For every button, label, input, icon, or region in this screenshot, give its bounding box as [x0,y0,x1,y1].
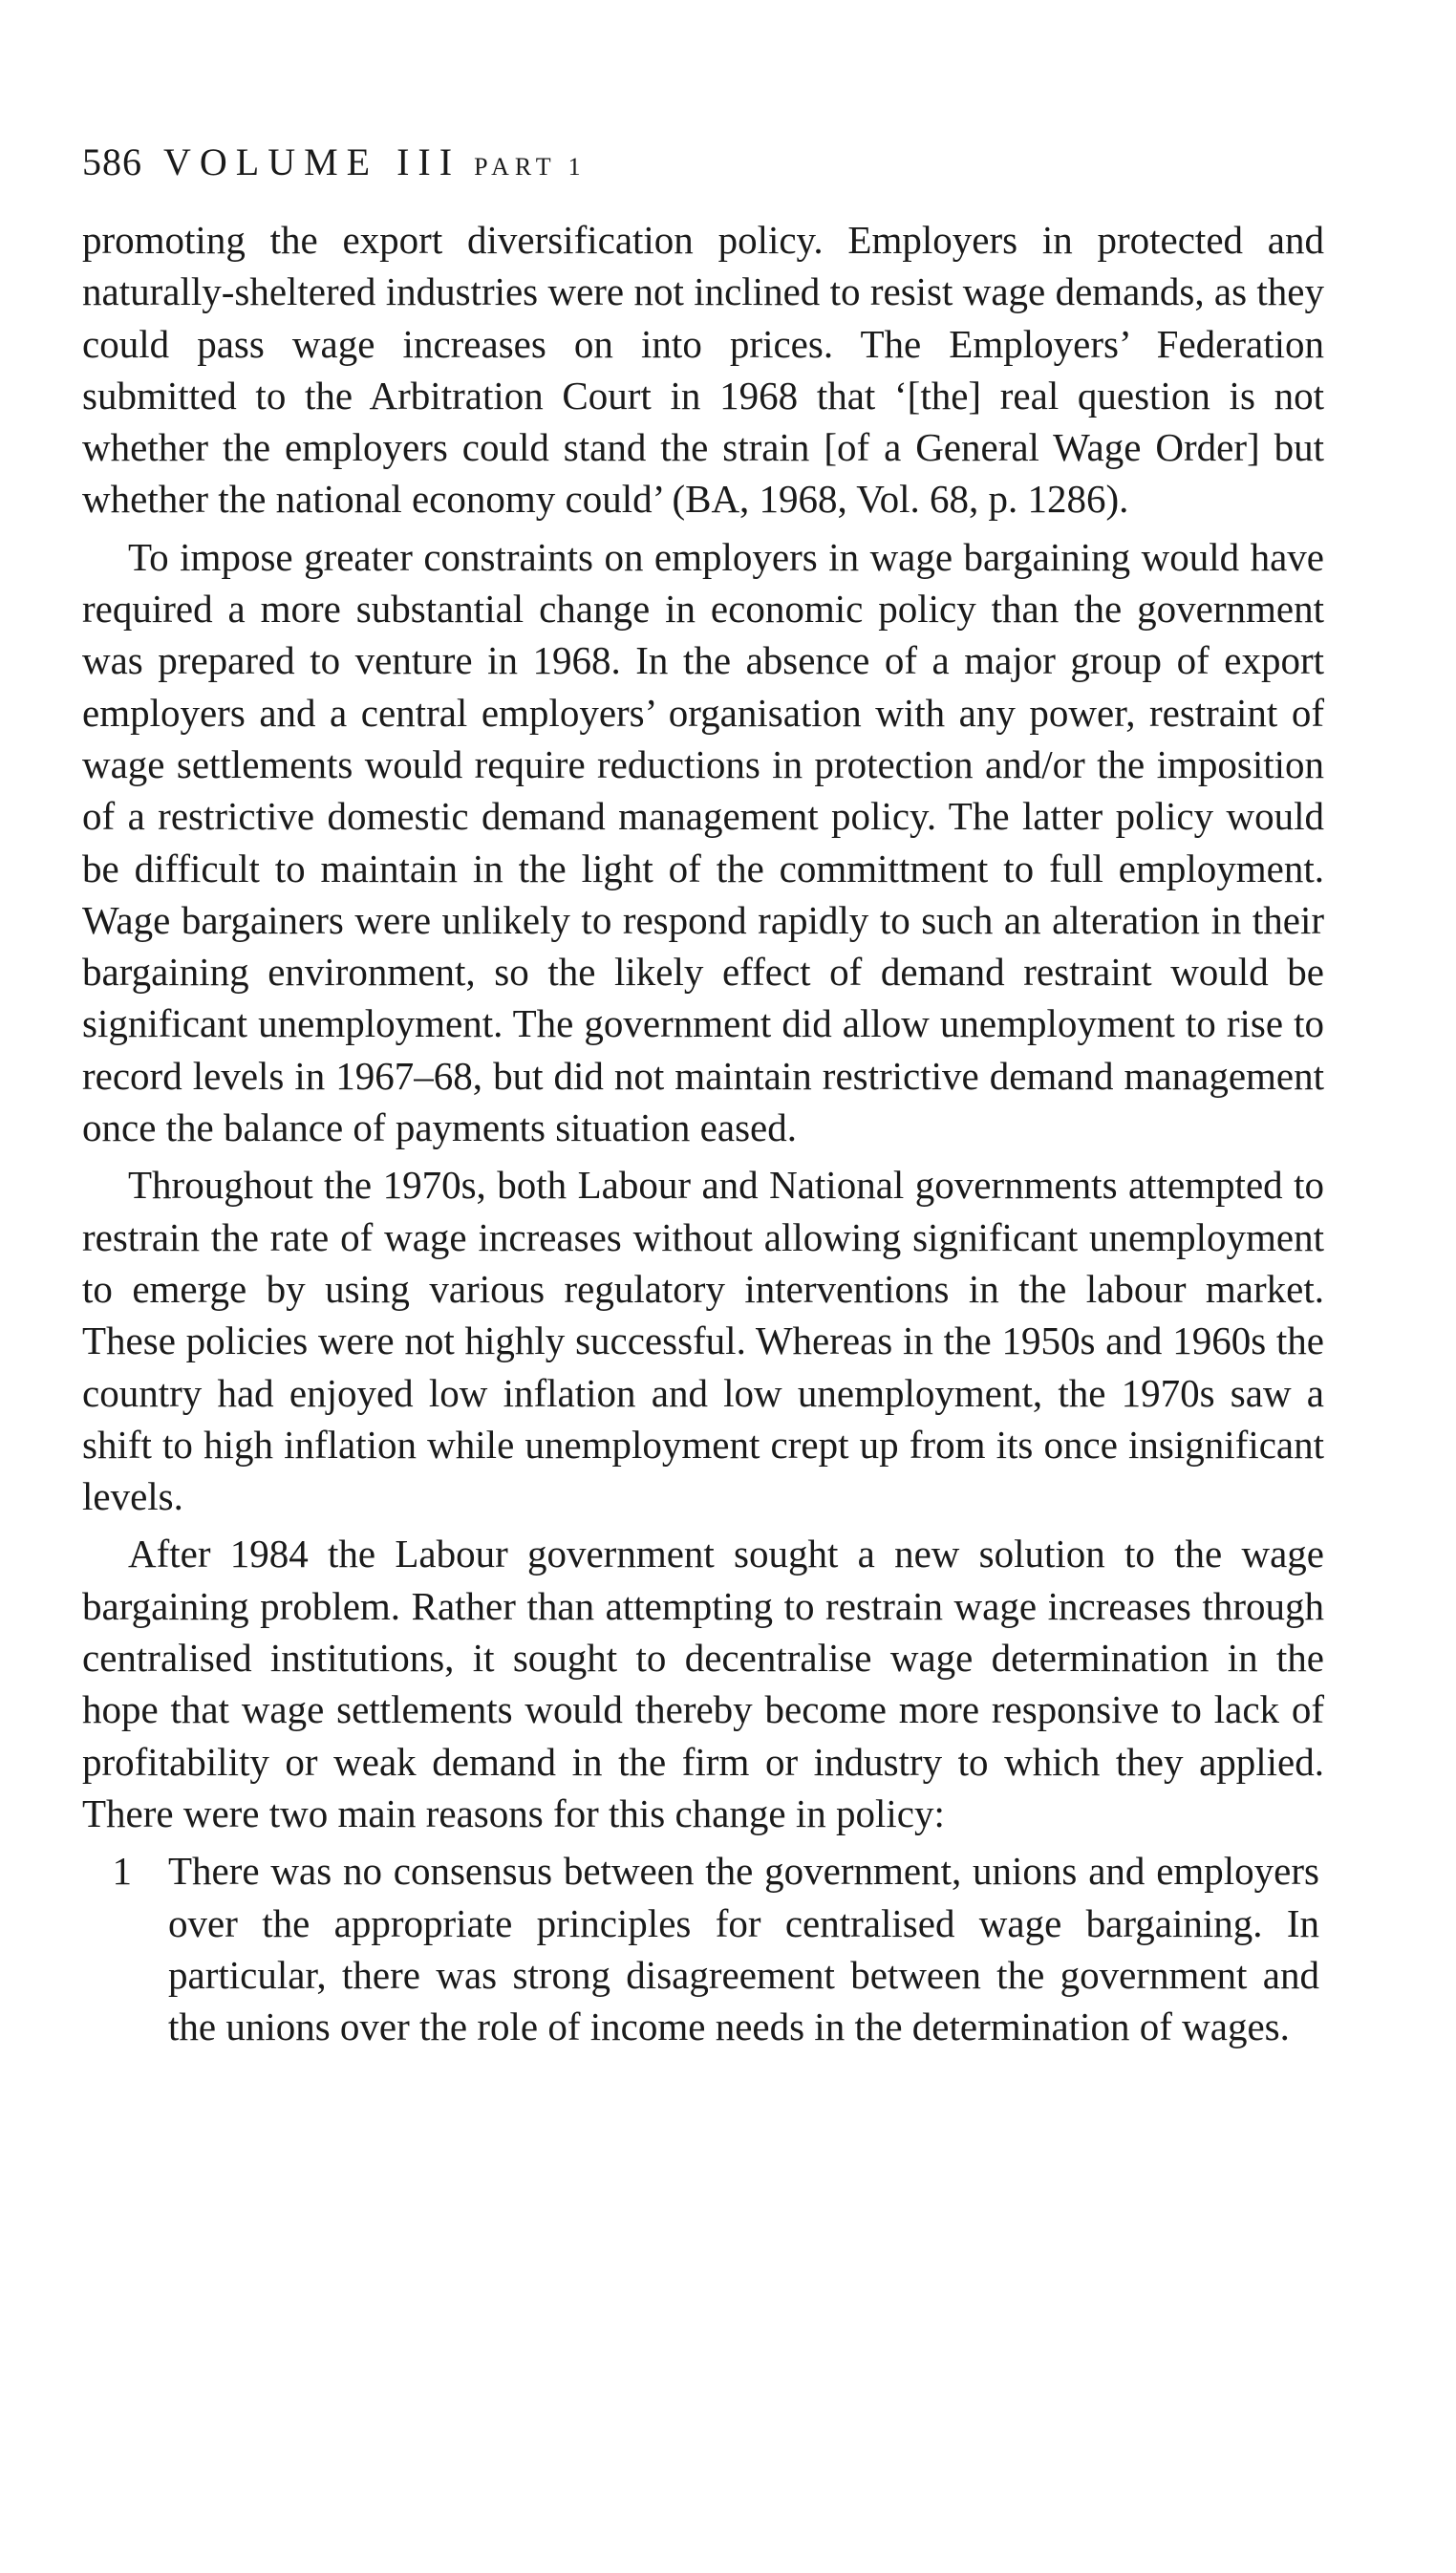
page-number: 586 [82,140,142,183]
volume-label: VOLUME III [163,140,461,183]
paragraph: To impose greater constraints on employers in wage bargaining would have required a more substantial change in economic policy than the government was prepared to venture in 1968. In the absence of a major group of export employers and a central employers’ organisation with any power, restraint of wage settlements would require reductions in protection and/or the imposition of a restrictive domestic demand management policy. The latter policy would be difficult to maintain in the light of the committment to full employment. Wage bargainers were unlikely to respond rapidly to such an alteration in their bargaining environment, so the likely effect of demand restraint would be significant unemployment. The government did allow unemployment to rise to record levels in 1967–68, but did not maintain restrictive demand management once the balance of payments situation eased. [82,534,1324,1150]
part-label: PART 1 [474,153,587,181]
page [82,140,1324,2052]
paragraph: After 1984 the Labour government sought a new solution to the wage bargaining problem. Rather than attempting to restrain wage increases through centralised institutions, it sought to decentralise wage determination in the hope that wage settlements would thereby become more responsive to lack of profitability or weak demand in the firm or industry to which they applied. There were two main reasons for this change in policy: [82,1532,1324,1835]
list-item [82,1845,1324,2052]
list-item-text: There was no consensus between the government, unions and employers over the appropriate principles for centralised wage bargaining. In particular, there was strong disagreement between the government and the unions over the role of income needs in the determination of wages. [168,1849,1319,2049]
running-head [82,140,1324,183]
list-item-number: 1 [112,1849,132,1894]
paragraph: Throughout the 1970s, both Labour and National governments attempted to restrain the rate of wage increases without allowing significant unemployment to emerge by using various regulatory interventions in the labour market. These policies were not highly successful. Whereas in the 1950s and 1960s the country had enjoyed low inflation and low unemployment, the 1970s saw a shift to high inflation while unemployment crept up from its once insignificant levels. [82,1163,1324,1519]
paragraph-continued: promoting the export diversification policy. Employers in protected and naturally-sheltered industries were not inclined to resist wage demands, as they could pass wage increases on into prices. The Employers’ Federation submitted to the Arbitration Court in 1968 that ‘[the] real question is not whether the employers could stand the strain [of a General Wage Order] but whether the national economy could’ (BA, 1968, Vol. 68, p. 1286). [82,218,1324,522]
